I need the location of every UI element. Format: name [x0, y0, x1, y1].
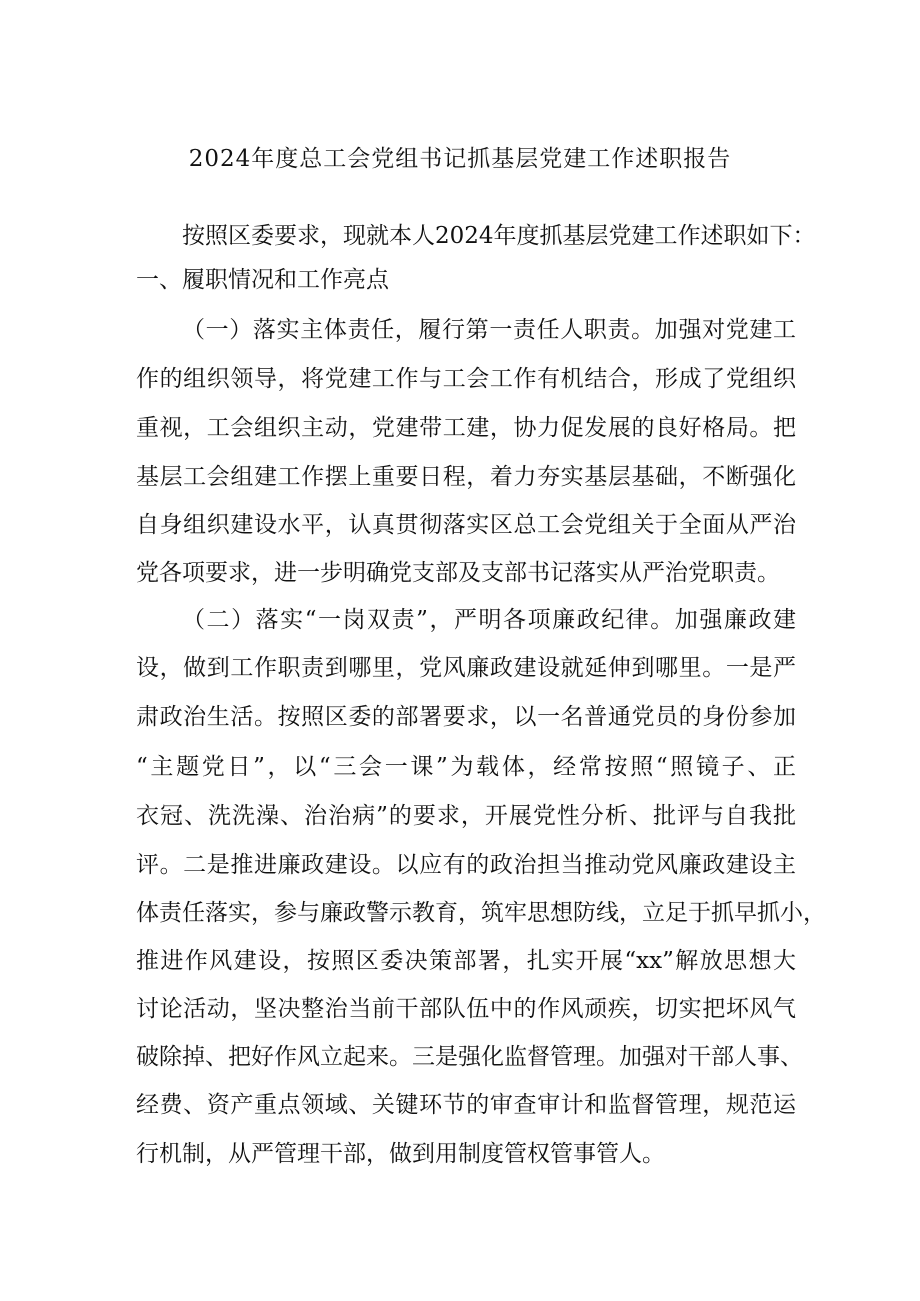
paragraph-2-line: 讨论活动，坚决整治当前干部队伍中的作风顽疾，切实把坏风气	[136, 996, 796, 1022]
paragraph-2-line: 肃政治生活。按照区委的部署要求，以一名普通党员的身份参加	[136, 704, 796, 730]
paragraph-2-line: 推进作风建设，按照区委决策部署，扎实开展“xx”解放思想大	[136, 948, 796, 974]
paragraph-2-line: 体责任落实，参与廉政警示教育，筑牢思想防线，立足于抓早抓小，	[136, 900, 826, 926]
paragraph-2-line: 经费、资产重点领域、关键环节的审查审计和监督管理，规范运	[136, 1092, 796, 1118]
paragraph-1-line: 基层工会组建工作摆上重要日程，着力夯实基层基础，不断强化	[136, 464, 796, 490]
intro-line: 按照区委要求，现就本人2024年度抓基层党建工作述职如下：	[182, 223, 816, 249]
paragraph-2-line: 破除掉、把好作风立起来。三是强化监督管理。加强对干部人事、	[136, 1044, 803, 1070]
document-title: 2024年度总工会党组书记抓基层党建工作述职报告	[188, 146, 732, 172]
paragraph-2-line: 设，做到工作职责到哪里，党风廉政建设就延伸到哪里。一是严	[136, 655, 796, 681]
paragraph-2-line: 衣冠、洗洗澡、治治病”的要求，开展党性分析、批评与自我批	[136, 803, 796, 829]
paragraph-1-line: 党各项要求，进一步明确党支部及支部书记落实从严治党职责。	[136, 560, 780, 586]
paragraph-2-line: 行机制，从严管理干部，做到用制度管权管事管人。	[136, 1141, 665, 1167]
paragraph-2-line: 评。二是推进廉政建设。以应有的政治担当推动党风廉政建设主	[136, 852, 796, 878]
paragraph-2-line: （二）落实“一岗双责”，严明各项廉政纪律。加强廉政建	[182, 607, 796, 633]
paragraph-1-line: （一）落实主体责任，履行第一责任人职责。加强对党建工	[182, 317, 796, 343]
section-heading: 一、履职情况和工作亮点	[136, 267, 389, 293]
paragraph-1-line: 作的组织领导，将党建工作与工会工作有机结合，形成了党组织	[136, 366, 796, 392]
paragraph-1-line: 重视，工会组织主动，党建带工建，协力促发展的良好格局。把	[136, 415, 796, 441]
paragraph-1-line: 自身组织建设水平，认真贯彻落实区总工会党组关于全面从严治	[136, 512, 796, 538]
paragraph-2-line: “主题党日”，以“三会一课”为载体，经常按照“照镜子、正	[136, 754, 796, 780]
